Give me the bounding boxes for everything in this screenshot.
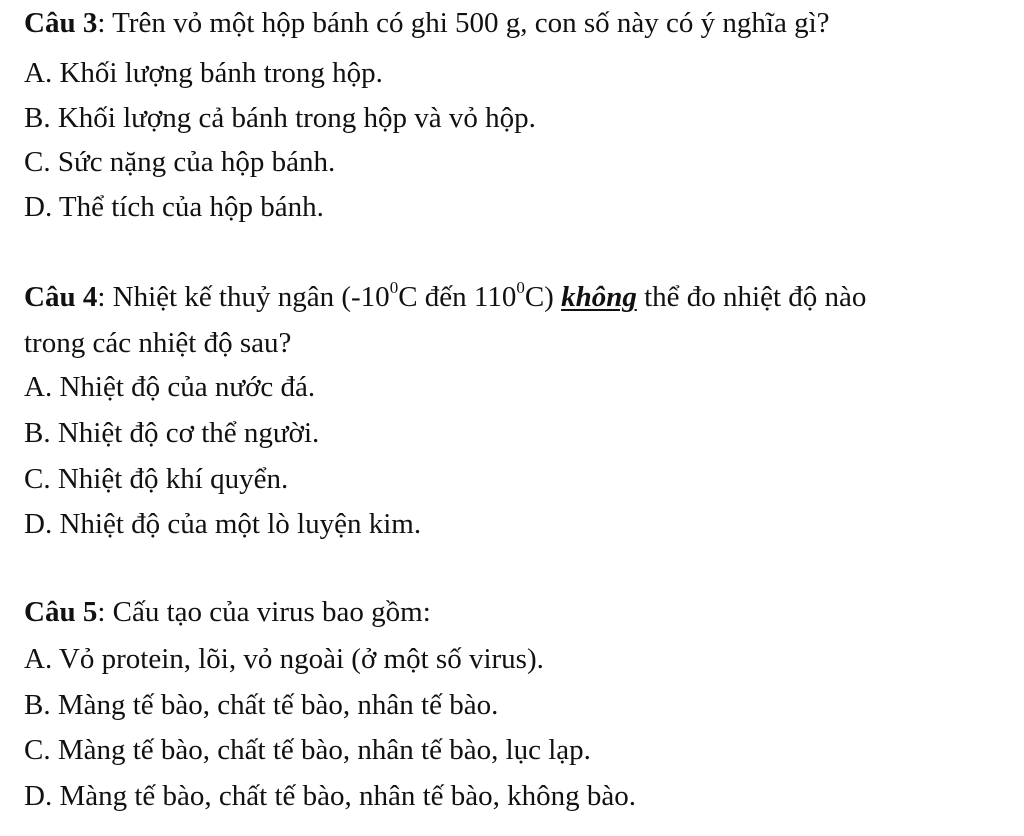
question-5-stem <box>24 595 431 629</box>
question-4-label: Câu 4 <box>24 281 98 313</box>
question-3-option-d: D. Thể tích của hộp bánh. <box>24 191 324 223</box>
question-3-option-c: C. Sức nặng của hộp bánh. <box>24 146 336 178</box>
question-3-stem <box>24 6 830 40</box>
question-4-option-b: B. Nhiệt độ cơ thể người. <box>24 417 320 449</box>
question-4-emphasis: không <box>561 281 637 313</box>
question-4-option-c: C. Nhiệt độ khí quyển. <box>24 463 289 495</box>
question-5-option-a: A. Vỏ protein, lõi, vỏ ngoài (ở một số virus). <box>24 643 544 675</box>
question-5-option-c: C. Màng tế bào, chất tế bào, nhân tế bào, lục lạp. <box>24 734 591 766</box>
question-4-text-part4: thể đo nhiệt độ nào <box>636 281 867 313</box>
question-4-stem-line2: trong các nhiệt độ sau? <box>24 327 292 359</box>
question-4-text-part1: : Nhiệt kế thuỷ ngân (-10 <box>97 281 390 313</box>
question-4-option-d: D. Nhiệt độ của một lò luyện kim. <box>24 508 422 540</box>
question-4-stem <box>24 280 866 314</box>
question-5-label: Câu 5 <box>24 596 98 628</box>
question-5-text: : Cấu tạo của virus bao gồm: <box>97 596 431 628</box>
question-4-text-part2: C đến 110 <box>398 281 517 313</box>
question-3-option-b: B. Khối lượng cả bánh trong hộp và vỏ hộp. <box>24 102 536 134</box>
question-3-option-a: A. Khối lượng bánh trong hộp. <box>24 57 383 89</box>
question-4-superscript-1: 0 <box>389 278 399 298</box>
question-3-label: Câu 3 <box>24 7 98 39</box>
question-5-option-d: D. Màng tế bào, chất tế bào, nhân tế bào, không bào. <box>24 780 637 812</box>
question-5-option-b: B. Màng tế bào, chất tế bào, nhân tế bào. <box>24 689 499 721</box>
question-4-option-a: A. Nhiệt độ của nước đá. <box>24 371 316 403</box>
question-4-text-part3: C) <box>524 281 562 313</box>
question-3-text: : Trên vỏ một hộp bánh có ghi 500 g, con số này có ý nghĩa gì? <box>97 7 830 39</box>
question-4-superscript-2: 0 <box>516 278 525 298</box>
